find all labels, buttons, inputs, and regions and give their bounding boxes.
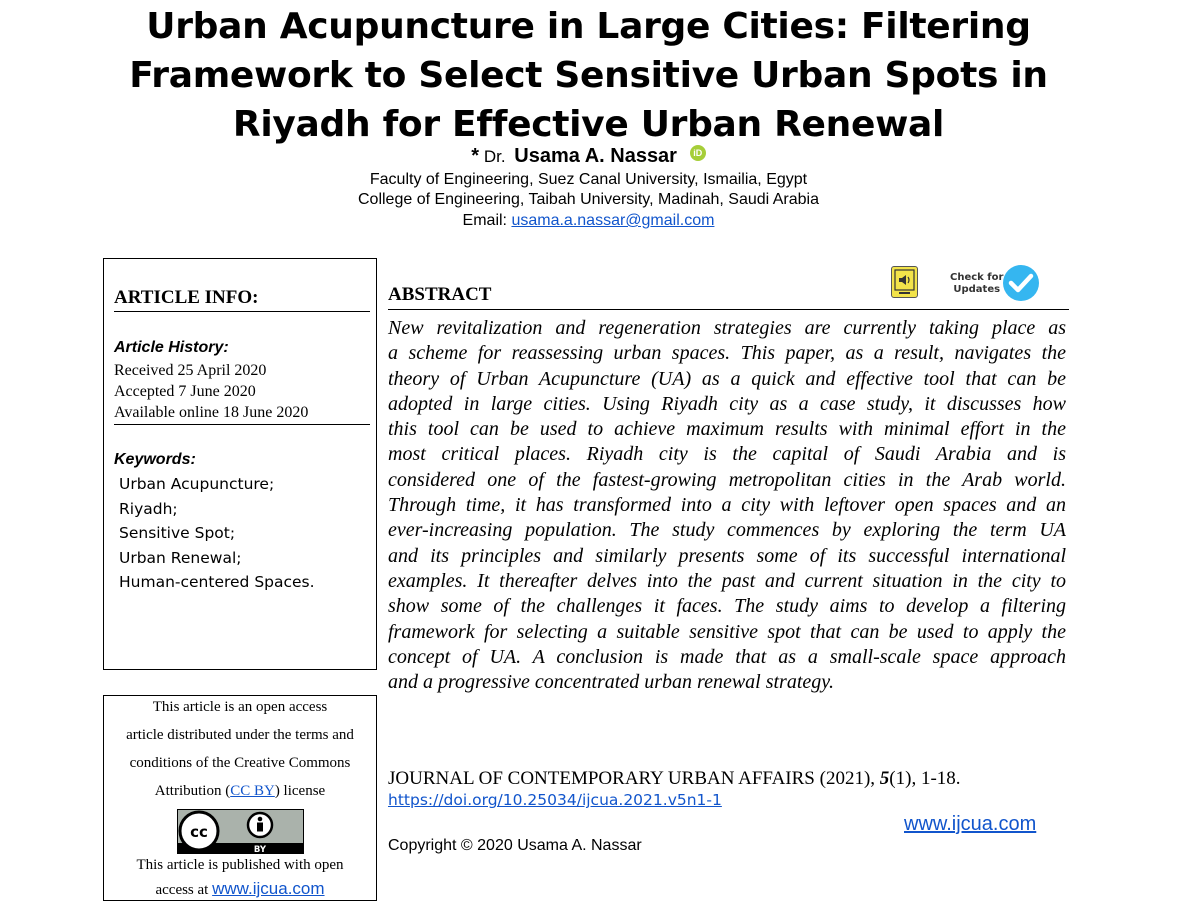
paper-title [120, 2, 1057, 149]
abstract-line: and its principles and similarly presents some of its successful international [388, 544, 1066, 567]
journal-volume: 5 [879, 768, 890, 789]
keyword: Sensitive Spot; [119, 524, 236, 542]
email-link[interactable]: usama.a.nassar@gmail.com [511, 212, 715, 229]
keyword: Urban Acupuncture; [119, 475, 275, 493]
keyword: Urban Renewal; [119, 549, 242, 567]
journal-issue: (1), 1-18. [889, 768, 961, 789]
title-line: Framework to Select Sensitive Urban Spots in [129, 55, 1048, 96]
author-name: Usama A. Nassar [514, 145, 677, 167]
abstract-line: examples. It thereafter delves into the past and current situation in the city to [388, 569, 1066, 592]
journal-site-link[interactable]: www.ijcua.com [212, 879, 325, 898]
author-line [0, 145, 1177, 168]
email-line [0, 212, 1177, 230]
oa-text: This article is an open access [152, 699, 328, 715]
abstract-line: a scheme for reassessing urban spaces. This paper, as a result, navigates the [388, 342, 1066, 365]
journal-citation [388, 768, 961, 790]
check-for-updates-label[interactable] [950, 272, 1003, 296]
keywords-heading: Keywords: [114, 451, 196, 468]
oa-text: article distributed under the terms and [126, 727, 354, 743]
title-line: Urban Acupuncture in Large Cities: Filtering [146, 6, 1031, 47]
orcid-icon[interactable]: iD [690, 145, 706, 161]
abstract-line: framework for selecting a suitable sensitive spot that can be used to apply the [388, 620, 1066, 643]
abstract-line: ever-increasing population. The study commences by exploring the term UA [388, 519, 1066, 542]
abstract-line: and a progressive concentrated urban renewal strategy. [388, 671, 835, 694]
abstract-line: Through time, it has transformed into a city with leftover open spaces and an [388, 494, 1066, 517]
abstract-line: considered one of the fastest-growing metropolitan cities in the Arab world. [388, 468, 1066, 491]
history-item: Available online 18 June 2020 [114, 404, 309, 421]
affiliation: College of Engineering, Taibah University, Madinah, Saudi Arabia [357, 191, 820, 208]
open-access-box [103, 695, 377, 901]
check-text-line: Check for [950, 272, 1004, 283]
abstract-line: most critical places. Riyadh city is the capital of Saudi Arabia and is [388, 443, 1066, 466]
history-item: Accepted 7 June 2020 [114, 383, 256, 400]
author-prefix: Dr. [483, 147, 506, 166]
oa-text: This article is published with open [136, 857, 344, 873]
access-prefix: access at [155, 882, 213, 898]
corresponding-marker: * [471, 145, 480, 167]
email-label: Email: [462, 212, 507, 229]
journal-name: JOURNAL OF CONTEMPORARY URBAN AFFAIRS (2021), [388, 768, 880, 789]
svg-text:cc: cc [190, 823, 208, 841]
keyword: Riyadh; [119, 500, 178, 518]
abstract-line: show some of the challenges it faces. The study aims to develop a filtering [388, 595, 1066, 618]
website-link[interactable]: www.ijcua.com [904, 813, 1037, 835]
title-line: Riyadh for Effective Urban Renewal [232, 104, 945, 145]
license-line [104, 783, 376, 800]
abstract-body [388, 316, 1066, 695]
article-info-box [103, 258, 377, 670]
check-updates-icon[interactable] [1002, 264, 1040, 302]
abstract-line: concept of UA. A conclusion is made that as a small-scale space approach [388, 645, 1066, 668]
access-line [104, 879, 376, 899]
speaker-icon [892, 267, 917, 297]
cc-badge-text: BY [253, 845, 267, 854]
oa-text: conditions of the Creative Commons [129, 755, 351, 771]
license-prefix: Attribution ( [154, 783, 231, 799]
abstract-line: this tool can be used to achieve maximum results with minimal effort in the [388, 418, 1066, 441]
cc-by-link[interactable]: CC BY [230, 783, 275, 799]
divider [114, 424, 370, 425]
copyright-notice: Copyright © 2020 Usama A. Nassar [388, 837, 642, 854]
history-item: Received 25 April 2020 [114, 362, 267, 379]
cc-by-badge[interactable] [177, 809, 304, 854]
divider [388, 309, 1069, 310]
keyword: Human-centered Spaces. [119, 573, 315, 591]
history-heading: Article History: [114, 339, 229, 356]
abstract-heading: ABSTRACT [388, 284, 492, 305]
article-info-heading: ARTICLE INFO: [114, 287, 370, 312]
abstract-line: theory of Urban Acupuncture (UA) as a quick and effective tool that can be [388, 367, 1066, 390]
doi-link[interactable]: https://doi.org/10.25034/ijcua.2021.v5n1-1 [388, 791, 722, 809]
affiliation: Faculty of Engineering, Suez Canal University, Ismailia, Egypt [369, 171, 808, 188]
check-text-line: Updates [953, 284, 1001, 295]
abstract-line: adopted in large cities. Using Riyadh city as a case study, it discusses how [388, 392, 1066, 415]
audio-icon[interactable] [891, 266, 918, 298]
abstract-line: New revitalization and regeneration strategies are currently taking place as [388, 317, 1066, 339]
license-suffix: ) license [274, 783, 326, 799]
